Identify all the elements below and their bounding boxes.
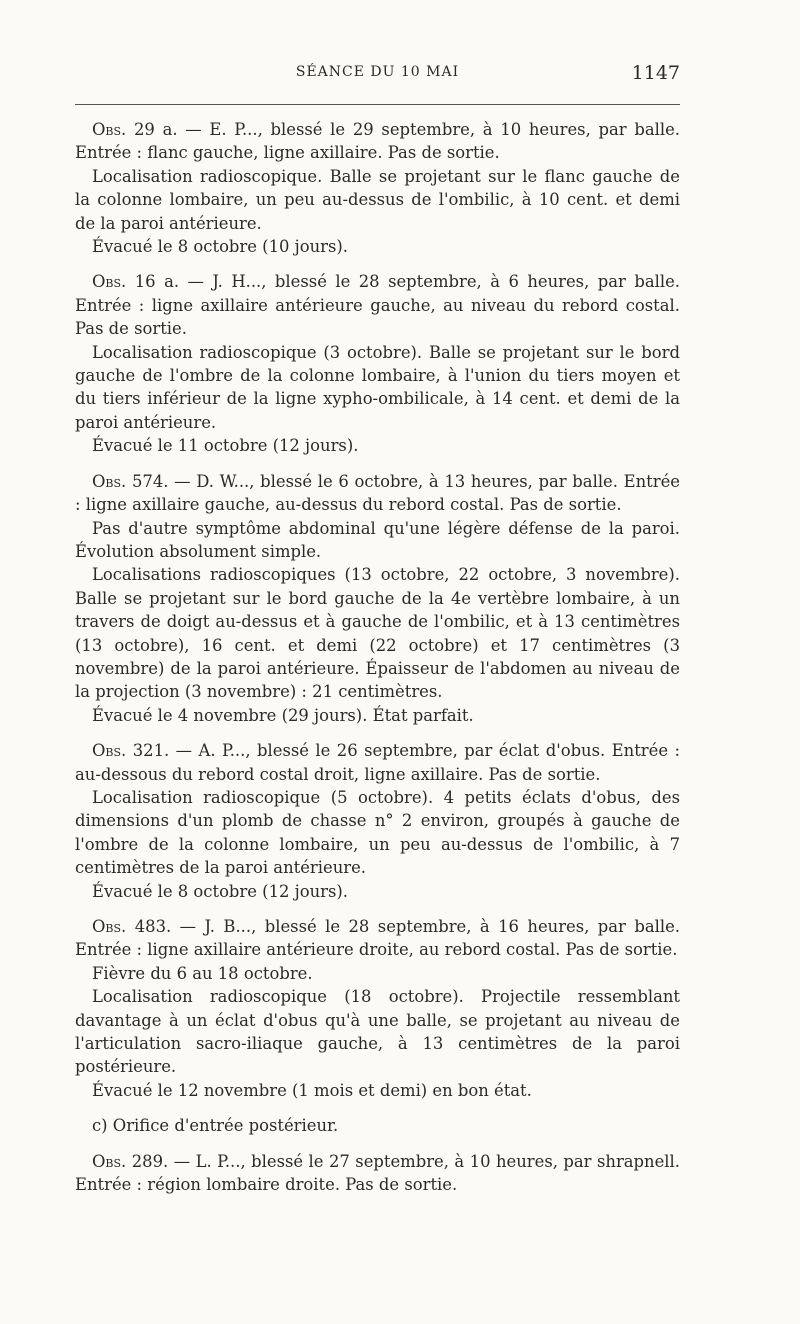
obs-label: Obs. (92, 1151, 127, 1171)
obs-label: Obs. (92, 741, 127, 761)
obs-29a-localisation: Localisation radioscopique. Balle se projetant sur le flanc gauche de la colonne lombaire, un peu au-dessus de l'ombilic, à 10 cent. et demi de la paroi antérieure. (75, 166, 680, 233)
obs-574-symptoms: Pas d'autre symptôme abdominal qu'une légère défense de la paroi. Évolution absolument simple. (75, 518, 680, 561)
obs-29a-text: 29 a. — E. P..., blessé le 29 septembre, à 10 heures, par balle. Entrée : flanc gauche, ligne axillaire. Pas de sortie. (75, 120, 680, 163)
obs-483-evacuation: Évacué le 12 novembre (1 mois et demi) en bon état. (92, 1080, 532, 1100)
obs-16a-text: 16 a. — J. H..., blessé le 28 septembre, à 6 heures, par balle. Entrée : ligne axillaire antérieure gauche, au niveau du rebord costal. Pas de sortie. (75, 272, 680, 339)
obs-321-text: 321. — A. P..., blessé le 26 septembre, par éclat d'obus. Entrée : au-dessous du rebord costal droit, ligne axillaire. Pas de sortie. (75, 741, 680, 784)
obs-29a-evacuation: Évacué le 8 octobre (10 jours). (92, 237, 348, 257)
section-heading-c: c) Orifice d'entrée postérieur. (92, 1116, 339, 1136)
body-text (75, 118, 680, 1196)
obs-16a-localisation: Localisation radioscopique (3 octobre). Balle se projetant sur le bord gauche de l'ombre de la colonne lombaire, à l'union du tiers moyen et du tiers inférieur de la ligne xypho-ombilicale, à 14 cent. et demi de la paroi antérieure. (75, 342, 680, 432)
page-header (75, 60, 680, 100)
obs-321-entry (75, 739, 680, 786)
running-title: SÉANCE DU 10 MAI (295, 64, 460, 80)
obs-483-localisation: Localisation radioscopique (18 octobre). Projectile ressemblant davantage à un éclat d'obus qu'à une balle, se projetant au niveau de l'articulation sacro-iliaque gauche, à 13 centimètres de la paroi postérieure. (75, 987, 680, 1077)
obs-574-evacuation: Évacué le 4 novembre (29 jours). État parfait. (92, 705, 474, 725)
obs-16a-entry (75, 270, 680, 340)
page-number: 1147 (631, 62, 680, 84)
obs-574-text: 574. — D. W..., blessé le 6 octobre, à 13 heures, par balle. Entrée : ligne axillaire gauche, au-dessus du rebord costal. Pas de sortie. (75, 471, 680, 515)
obs-label: Obs. (92, 120, 127, 139)
obs-574-entry (75, 470, 680, 517)
obs-483-text: 483. — J. B..., blessé le 28 septembre, à 16 heures, par balle. Entrée : ligne axillaire antérieure droite, au rebord costal. Pas de sortie. (75, 917, 680, 960)
obs-label: Obs. (92, 917, 127, 936)
obs-574-localisation: Localisations radioscopiques (13 octobre, 22 octobre, 3 novembre). Balle se projetant sur le bord gauche de la 4e vertèbre lombaire, à un travers de doigt au-dessus et à gauche de l'ombilic, et à 13 centimètres (13 octobre), 16 cent. et demi (22 octobre) et 17 centimètres (3 novembre) de la paroi antérieure. Épaisseur de l'abdomen au niveau de la projection (3 novembre) : 21 centimètres. (75, 565, 680, 702)
obs-label: Obs. (92, 471, 127, 491)
header-rule (75, 104, 680, 105)
obs-321-evacuation: Évacué le 8 octobre (12 jours). (92, 881, 348, 901)
obs-16a-evacuation: Évacué le 11 octobre (12 jours). (92, 436, 359, 456)
obs-483-fever: Fièvre du 6 au 18 octobre. (92, 963, 313, 983)
obs-289-text: 289. — L. P..., blessé le 27 septembre, à 10 heures, par shrapnell. Entrée : région lombaire droite. Pas de sortie. (75, 1151, 680, 1195)
obs-321-localisation: Localisation radioscopique (5 octobre). 4 petits éclats d'obus, des dimensions d'un plomb de chasse n° 2 environ, groupés à gauche de l'ombre de la colonne lombaire, un peu au-dessus de l'ombilic, à 7 centimètres de la paroi antérieure. (75, 787, 680, 878)
obs-29a-entry (75, 118, 680, 165)
obs-483-entry (75, 915, 680, 962)
obs-label: Obs. (92, 272, 127, 292)
obs-289-entry (75, 1150, 680, 1197)
